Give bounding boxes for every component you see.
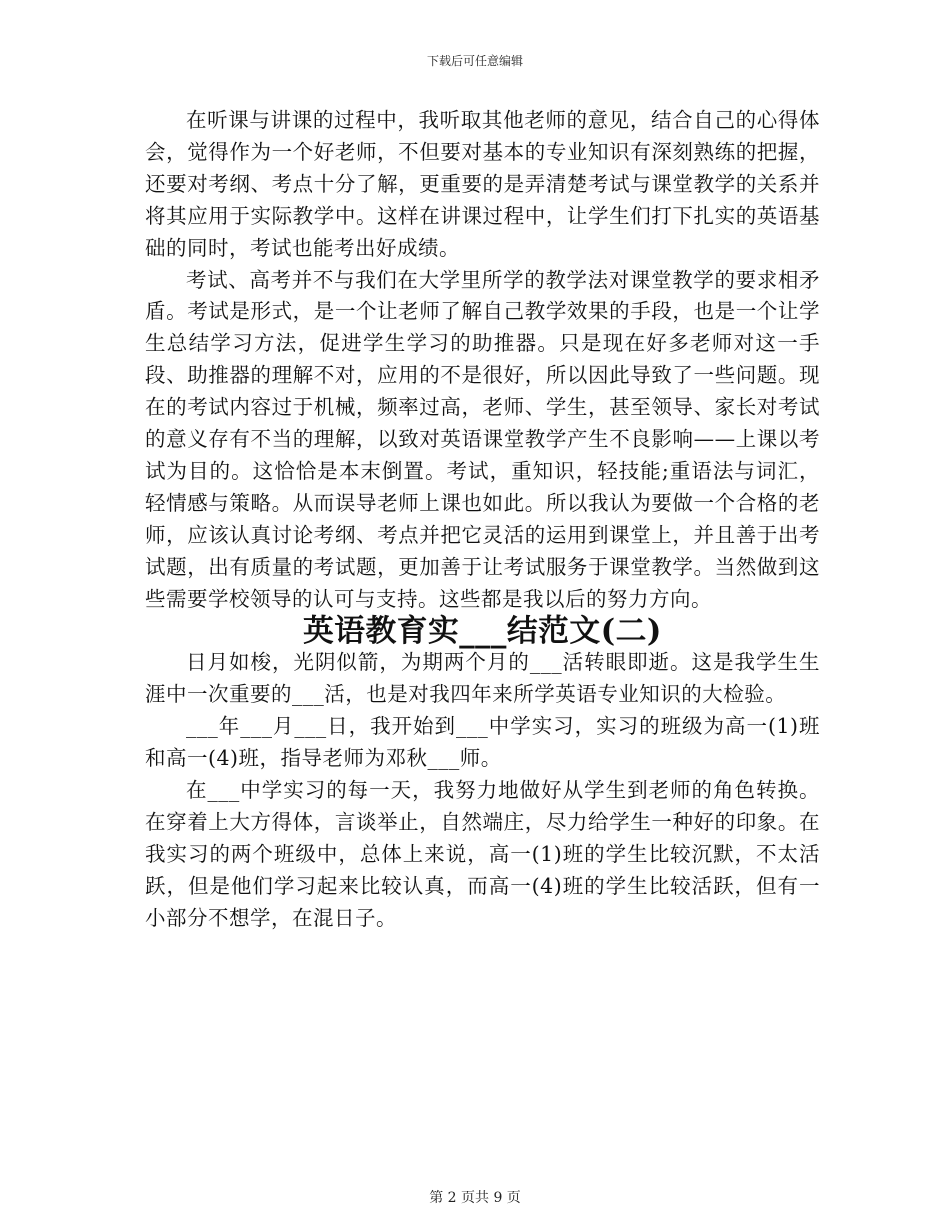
paragraph-internship-classes: 在___中学实习的每一天，我努力地做好从学生到老师的角色转换。在穿着上大方得体，言谈举止，自然端庄，尽力给学生一种好的印象。在我实习的两个班级中，总体上来说，高一(1)班的学生比较沉默，不太活跃，但是他们学习起来比较认真，而高一(4)班的学生比较活跃，但有一小部分不想学，在混日子。 bbox=[145, 778, 820, 930]
paragraph-internship-schedule: ___年___月___日，我开始到___中学实习，实习的班级为高一(1)班和高一(4)班，指导老师为邓秋___师。 bbox=[145, 714, 820, 771]
document-body bbox=[145, 105, 820, 935]
page-footer: 第 2 页共 9 页 bbox=[429, 1190, 521, 1206]
section-title: 英语教育实___结范文(二) bbox=[303, 612, 662, 649]
paragraph-lecture-reflection: 在听课与讲课的过程中，我听取其他老师的意见，结合自己的心得体会，觉得作为一个好老师，不但要对基本的专业知识有深刻熟练的把握，还要对考纲、考点十分了解，更重要的是弄清楚考试与课堂教学的关系并将其应用于实际教学中。这样在讲课过程中，让学生们打下扎实的英语基础的同时，考试也能考出好成绩。 bbox=[145, 108, 820, 260]
paragraph-internship-intro: 日月如梭，光阴似箭，为期两个月的___活转眼即逝。这是我学生生涯中一次重要的___活，也是对我四年来所学英语专业知识的大检验。 bbox=[145, 650, 820, 707]
paragraph-exam-teaching: 考试、高考并不与我们在大学里所学的教学法对课堂教学的要求相矛盾。考试是形式，是一个让老师了解自己教学效果的手段，也是一个让学生总结学习方法，促进学生学习的助推器。只是现在好多老师对这一手段、助推器的理解不对，应用的不是很好，所以因此导致了一些问题。现在的考试内容过于机械，频率过高，老师、学生，甚至领导、家长对考试的意义存有不当的理解，以致对英语课堂教学产生不良影响——上课以考试为目的。这恰恰是本末倒置。考试，重知识，轻技能;重语法与词汇，轻情感与策略。从而误导老师上课也如此。所以我认为要做一个合格的老师，应该认真讨论考纲、考点并把它灵活的运用到课堂上，并且善于出考试题，出有质量的考试题，更加善于让考试服务于课堂教学。当然做到这些需要学校领导的认可与支持。这些都是我以后的努力方向。 bbox=[145, 267, 820, 611]
page-header: 下载后可任意编辑 bbox=[426, 54, 523, 68]
